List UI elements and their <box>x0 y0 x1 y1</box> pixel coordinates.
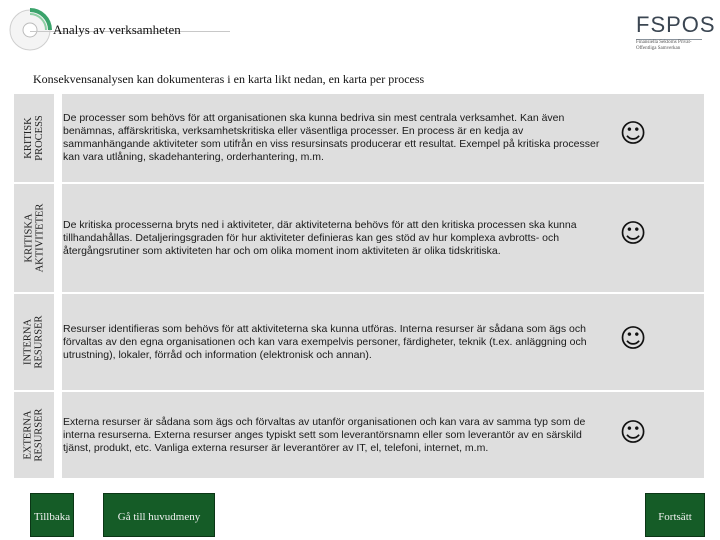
map-row-critical-activities <box>14 184 704 292</box>
row-separator <box>54 94 62 182</box>
row-separator <box>54 392 62 478</box>
row-separator <box>54 184 62 292</box>
row-label-line: INTERNA <box>23 318 35 366</box>
smiley-icon: ☺ <box>619 324 647 354</box>
smiley-icon: ☺ <box>619 219 647 249</box>
row-separator <box>54 294 62 390</box>
back-button[interactable]: Tillbaka <box>30 493 74 537</box>
row-label <box>14 184 54 292</box>
row-label-line: AKTIVITETER <box>34 203 46 273</box>
row-description: Resurser identifieras som behövs för att aktiviteterna ska kunna utföras. Interna resurser är sådana som ägs och förvaltas av den egna organisationen och kan vara exempelvis personer, färdigheter, teknik (t.ex. anläggning och utrustning), lokaler, förråd och information (elektronisk och annan). <box>63 322 587 361</box>
row-label-line: RESURSER <box>34 408 46 462</box>
page-title: Analys av verksamheten <box>53 22 181 37</box>
page-subtitle: Konsekvensanalysen kan dokumenteras i en karta likt nedan, en karta per process <box>33 72 425 86</box>
fspos-logo <box>636 14 716 52</box>
main-menu-button[interactable]: Gå till huvudmeny <box>103 493 215 537</box>
fspos-logo-text: FSPOS <box>636 12 716 37</box>
row-description: Externa resurser är sådana som ägs och förvaltas av utanför organisationen och kan vara av samma typ som de interna resurserna. Externa resurser anges typiskt sett som leverantörsnamn eller som leverantör av en särskild tjänst, produkt, etc. Vanliga externa resurser är leverantörer av IT, el, telefoni, internet, m.m. <box>63 415 586 454</box>
smiley-icon: ☺ <box>619 119 647 149</box>
map-row-external-resources <box>14 392 704 478</box>
row-description: De processer som behövs för att organisationen ska kunna bedriva sin mest centrala verksamhet. Kan även benämnas, affärskritiska, verksamhetskritiska eller väsentliga processer. En process är en kedja av sammanhängande aktiviteter som utifrån en viss resursinsats producerar ett resultat. Exempel på kritiska processer kan vara utlåning, skadehantering, orderhantering, m.m. <box>63 112 600 163</box>
smiley-icon: ☺ <box>619 418 647 448</box>
continue-button[interactable]: Fortsätt <box>645 493 705 537</box>
row-label-line: KRITISKA <box>23 213 35 263</box>
fspos-logo-subtitle: Finansiella Sektorns Privat-Offentliga Samverkan <box>636 40 692 51</box>
row-label-line: EXTERNA <box>23 410 35 460</box>
row-label <box>14 94 54 182</box>
header-logo-circle <box>8 8 52 52</box>
row-label-line: RESURSER <box>34 315 46 369</box>
row-label-line: PROCESS <box>34 115 45 161</box>
row-label-line: KRITISK <box>23 117 34 159</box>
row-label <box>14 294 54 390</box>
row-description: De kritiska processerna bryts ned i aktiviteter, där aktiviteterna behövs för att den kritiska processen ska kunna tillhandahållas. Detaljeringsgraden för hur aktiviteter definieras kan ges stöd av hur komplexa avbrotts- och återgångsrutiner som aktiviteten har och om olika moment inom aktiviteten är olika tidskritiska. <box>63 218 577 257</box>
row-label <box>14 392 54 478</box>
map-row-internal-resources <box>14 294 704 390</box>
map-row-critical-process <box>14 94 704 182</box>
